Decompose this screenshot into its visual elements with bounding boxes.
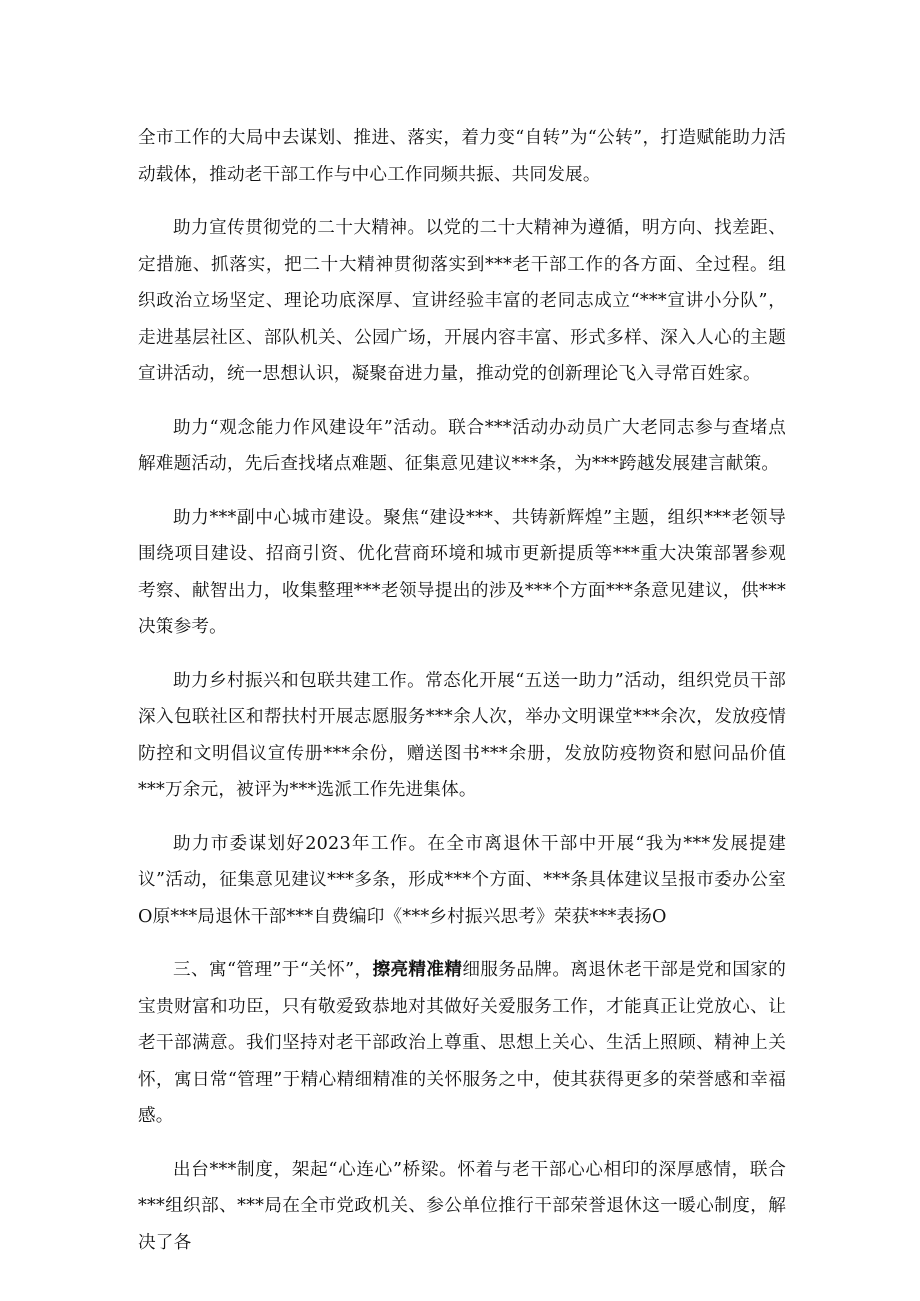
paragraph-rural-revitalization: 助力乡村振兴和包联共建工作。常态化开展“五送一助力”活动，组织党员干部深入包联社区和帮扶村开展志愿服务***余人次，举办文明课堂***余次，发放疫情防控和文明倡议宣传册***余份，赠送图书***余册，发放防疫物资和慰问品价值***万余元，被评为***选派工作先进集体。 [138,670,786,800]
paragraph-style-year: 助力“观念能力作风建设年”活动。联合***活动办动员广大老同志参与查堵点解难题活动，先后查找堵点难题、征集意见建议***条，为***跨越发展建言献策。 [138,417,786,474]
paragraph-heart-bridge: 出台***制度，架起“心连心”桥梁。怀着与老干部心心相印的深厚感情，联合***组织部、***局在全市党政机关、参公单位推行干部荣誉退休这一暖心制度，解决了各 [138,1159,786,1253]
paragraph-2023-work: 助力市委谋划好2023年工作。在全市离退休干部中开展“我为***发展提建议”活动，征集意见建议***多条，形成***个方面、***条具体建议呈报市委办公室O原***局退休干部***自费编印《***乡村振兴思考》荣获***表扬O [138,833,786,927]
section-three-prefix: 三、寓“管理”于“关怀”， [173,960,373,980]
section-three-bold-phrase: 擦亮精准精 [372,959,463,980]
paragraph-section-three [138,952,786,1135]
section-three-suffix: 细服务品牌。离退休老干部是党和国家的宝贵财富和功臣，只有敬爱致恭地对其做好关爱服务工作，才能真正让党放心、让老干部满意。我们坚持对老干部政治上尊重、思想上关心、生活上照顾、精神上关怀，寓日常“管理”于精心精细精准的关怀服务之中，使其获得更多的荣誉感和幸福感。 [138,960,786,1126]
paragraph-city-construction: 助力***副中心城市建设。聚焦“建设***、共铸新辉煌”主题，组织***老领导围绕项目建设、招商引资、优化营商环境和城市更新提质等***重大决策部署参观考察、献智出力，收集整理***老领导提出的涉及***个方面***条意见建议，供***决策参考。 [138,507,786,637]
document-page [138,120,786,1278]
paragraph-continuation: 全市工作的大局中去谋划、推进、落实，着力变“自转”为“公转”，打造赋能助力活动载体，推动老干部工作与中心工作同频共振、共同发展。 [138,128,786,185]
paragraph-propaganda: 助力宣传贯彻党的二十大精神。以党的二十大精神为遵循，明方向、找差距、定措施、抓落实，把二十大精神贯彻落实到***老干部工作的各方面、全过程。组织政治立场坚定、理论功底深厚、宣讲经验丰富的老同志成立“***宣讲小分队”，走进基层社区、部队机关、公园广场，开展内容丰富、形式多样、深入人心的主题宣讲活动，统一思想认识，凝聚奋进力量，推动党的创新理论飞入寻常百姓家。 [138,218,786,384]
